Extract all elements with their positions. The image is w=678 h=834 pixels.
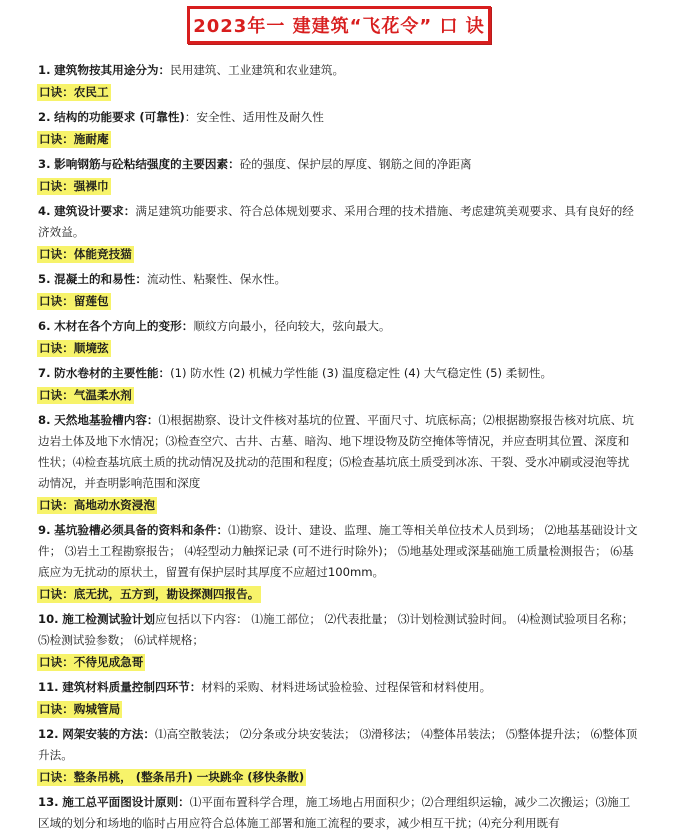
item-body: ⑴勘察、设计、建设、监理、施工等相关单位技术人员到场； ⑵地基基础设计文件； ⑶岩土工程勘察报告； ⑷轻型动力触探记录 (可不进行时除外)； ⑸地基处理或深基础施工质量检测报告； ⑹基底应为无扰动的原状土，留置有保护层时其厚度不应超过100mm。 — [38, 523, 638, 579]
item-text — [38, 154, 638, 175]
item-text — [38, 316, 638, 337]
mnemonic-highlight: 口诀：施耐庵 — [39, 132, 109, 146]
item-body: ⑴根据勘察、设计文件核对基坑的位置、平面尺寸、坑底标高；⑵根据勘察报告核对坑底、坑边岩土体及地下水情况；⑶检查空穴、古井、古墓、暗沟、地下埋设物及防空掩体等情况，并应查明其位置、深度和性状；⑷检查基坑底土质的扰动情况及扰动的范围和程度；⑸检查基坑底土质受到冰冻、干裂、受水冲刷或浸泡等扰动情况，并查明影响范围和深度 — [38, 413, 634, 490]
item-text — [38, 724, 638, 766]
mnemonic-highlight: 口诀：农民工 — [39, 85, 109, 99]
list-item — [38, 60, 638, 107]
item-body: ：安全性、适用性及耐久性 — [184, 110, 324, 124]
item-heading: 天然地基验槽内容： — [54, 413, 159, 427]
item-number: 11. — [38, 680, 59, 694]
item-number: 9. — [38, 523, 51, 537]
list-item — [38, 724, 638, 792]
item-number: 6. — [38, 319, 51, 333]
list-item — [38, 792, 638, 834]
list-item — [38, 316, 638, 363]
mnemonic-highlight: 口诀：整条吊桃， (整条吊升) 一块跳伞 (移快条散) — [39, 770, 305, 784]
item-text — [38, 201, 638, 243]
item-heading: 施工检测试验计划 — [62, 612, 155, 626]
item-body: ⑴高空散装法； ⑵分条或分块安装法； ⑶滑移法； ⑷整体吊装法； ⑸整体提升法； ⑹整体顶升法。 — [38, 727, 638, 762]
item-text — [38, 107, 638, 128]
item-body: 民用建筑、工业建筑和农业建筑。 — [170, 63, 345, 77]
list-item — [38, 363, 638, 410]
item-number: 4. — [38, 204, 51, 218]
item-body: 材料的采购、材料进场试验检验、过程保管和材料使用。 — [201, 680, 492, 694]
item-body: 顺纹方向最小，径向较大，弦向最大。 — [193, 319, 391, 333]
item-heading: 施工总平面图设计原则： — [62, 795, 190, 809]
mnemonic-highlight: 口诀：顺境弦 — [39, 341, 109, 355]
list-item — [38, 201, 638, 269]
item-number: 12. — [38, 727, 59, 741]
mnemonic-highlight: 口诀：底无扰，五方到，勘设探测四报告。 — [39, 587, 260, 601]
item-heading: 建筑材料质量控制四环节： — [62, 680, 202, 694]
mnemonic-highlight: 口诀：不待见成急哥 — [39, 655, 144, 669]
item-body: (1) 防水性 (2) 机械力学性能 (3) 温度稳定性 (4) 大气稳定性 (5) 柔韧性。 — [170, 366, 553, 380]
list-item — [38, 677, 638, 724]
mnemonic-highlight: 口诀：体能竞技猫 — [39, 247, 132, 261]
item-heading: 基坑验槽必须具备的资料和条件： — [54, 523, 229, 537]
list-item — [38, 154, 638, 201]
item-body: 流动性、粘聚性、保水性。 — [146, 272, 287, 286]
mnemonic-highlight: 口诀：强裸巾 — [39, 179, 109, 193]
item-text — [38, 269, 638, 290]
item-body: 砼的强度、保护层的厚度、钢筋之间的净距离 — [239, 157, 472, 171]
item-heading: 结构的功能要求 (可靠性) — [54, 110, 185, 124]
item-number: 1. — [38, 63, 51, 77]
item-heading: 网架安装的方法： — [62, 727, 155, 741]
item-number: 2. — [38, 110, 51, 124]
item-number: 7. — [38, 366, 51, 380]
list-item — [38, 269, 638, 316]
item-number: 3. — [38, 157, 51, 171]
list-item — [38, 107, 638, 154]
item-text — [38, 520, 638, 583]
item-heading: 影响钢筋与砼粘结强度的主要因素： — [54, 157, 240, 171]
item-number: 13. — [38, 795, 59, 809]
list-item — [38, 520, 638, 609]
mnemonic-highlight: 口诀：购城管局 — [39, 702, 121, 716]
item-text — [38, 60, 638, 81]
item-heading: 防水卷材的主要性能： — [54, 366, 171, 380]
list-item — [38, 609, 638, 677]
item-heading: 建筑物按其用途分为： — [54, 63, 171, 77]
list-item — [38, 410, 638, 520]
item-number: 10. — [38, 612, 59, 626]
mnemonic-highlight: 口诀：气温柔水剂 — [39, 388, 132, 402]
item-heading: 建筑设计要求： — [54, 204, 136, 218]
mnemonic-list — [38, 60, 638, 834]
item-text — [38, 792, 638, 834]
item-body: 应包括以下内容： ⑴施工部位； ⑵代表批量； ⑶计划检测试验时间。 ⑷检测试验项目名称； ⑸检测试验参数； ⑹试样规格； — [38, 612, 634, 647]
item-number: 8. — [38, 413, 51, 427]
item-body: 满足建筑功能要求、符合总体规划要求、采用合理的技术措施、考虑建筑美观要求、具有良好的经济效益。 — [38, 204, 634, 239]
item-body: ⑴平面布置科学合理，施工场地占用面积少；⑵合理组织运输，减少二次搬运；⑶施工区域的划分和场地的临时占用应符合总体施工部署和施工流程的要求，减少相互干扰；⑷充分利用既有 — [38, 795, 631, 830]
page-title: 2023年一 建建筑“飞花令” 口 诀 — [187, 6, 491, 44]
item-text — [38, 363, 638, 384]
item-text — [38, 677, 638, 698]
item-text — [38, 410, 638, 494]
item-heading: 木材在各个方向上的变形： — [54, 319, 194, 333]
item-number: 5. — [38, 272, 51, 286]
mnemonic-highlight: 口诀：高地动水资浸泡 — [39, 498, 155, 512]
mnemonic-highlight: 口诀：留莲包 — [39, 294, 109, 308]
item-heading: 混凝土的和易性： — [54, 272, 147, 286]
item-text — [38, 609, 638, 651]
